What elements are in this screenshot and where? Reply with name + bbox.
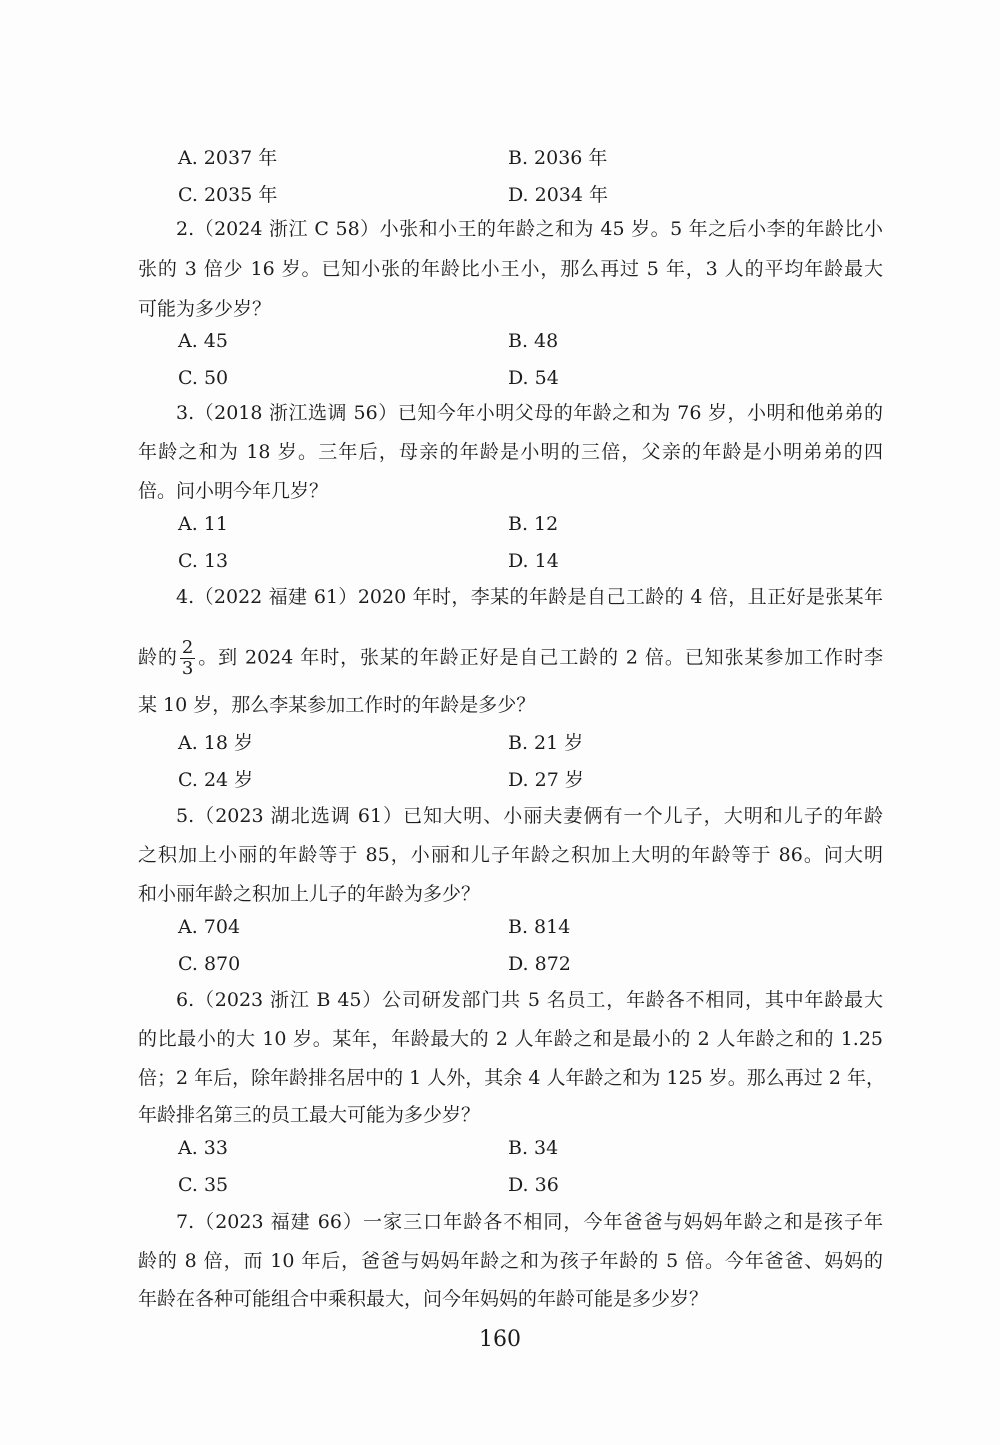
- q2-text-line-2: 张的 3 倍少 16 岁。已知小张的年龄比小王小，那么再过 5 年，3 人的平均年龄最大: [138, 258, 883, 280]
- q6-options: [0, 1136, 1000, 1216]
- q4-text-line-2: [138, 638, 883, 679]
- q5-option-a: A. 704: [178, 916, 241, 938]
- q4-option-b: B. 21 岁: [508, 732, 584, 754]
- q3-text-line-1: 3.（2018 浙江选调 56）已知今年小明父母的年龄之和为 76 岁，小明和他弟弟的: [176, 402, 883, 424]
- q5-options: [0, 915, 1000, 995]
- q2-option-d: D. 54: [508, 367, 559, 389]
- page-number: 160: [479, 1327, 521, 1352]
- q3-option-a: A. 11: [178, 513, 228, 535]
- q6-option-b: B. 34: [508, 1137, 559, 1159]
- q3-options: [0, 512, 1000, 592]
- fraction-numerator: 2: [181, 637, 194, 658]
- q2-text-line-3: 可能为多少岁？: [138, 298, 272, 320]
- q3-text-line-3: 倍。问小明今年几岁？: [138, 480, 329, 502]
- q5-option-c: C. 870: [178, 953, 241, 975]
- q2-text-line-1: 2.（2024 浙江 C 58）小张和小王的年龄之和为 45 岁。5 年之后小李的年龄比小: [176, 218, 883, 240]
- q5-text-line-3: 和小丽年龄之积加上儿子的年龄为多少？: [138, 883, 481, 905]
- q7-text-line-2: 龄的 8 倍，而 10 年后，爸爸与妈妈年龄之和为孩子年龄的 5 倍。今年爸爸、妈妈的: [138, 1250, 883, 1272]
- q5-text-line-2: 之积加上小丽的年龄等于 85，小丽和儿子年龄之积加上大明的年龄等于 86。问大明: [138, 844, 883, 866]
- q5-option-d: D. 872: [508, 953, 571, 975]
- q7-text-line-3: 年龄在各种可能组合中乘积最大，问今年妈妈的年龄可能是多少岁？: [138, 1288, 709, 1310]
- q4-text-line-1: 4.（2022 福建 61）2020 年时，李某的年龄是自己工龄的 4 倍，且正好是张某年: [176, 586, 883, 608]
- q3-option-d: D. 14: [508, 550, 559, 572]
- fraction-two-thirds: [180, 638, 195, 679]
- q4-text-line-3: 某 10 岁，那么李某参加工作时的年龄是多少？: [138, 694, 536, 716]
- q6-option-a: A. 33: [178, 1137, 228, 1159]
- q3-option-b: B. 12: [508, 513, 559, 535]
- q1-option-b: B. 2036 年: [508, 147, 608, 169]
- q1-options: [0, 146, 1000, 226]
- q2-option-b: B. 48: [508, 330, 559, 352]
- q3-option-c: C. 13: [178, 550, 229, 572]
- q2-option-a: A. 45: [178, 330, 228, 352]
- q5-option-b: B. 814: [508, 916, 571, 938]
- q1-option-c: C. 2035 年: [178, 184, 278, 206]
- q6-text-line-3: 倍；2 年后，除年龄排名居中的 1 人外，其余 4 人年龄之和为 125 岁。那么再过 2 年，: [138, 1067, 885, 1089]
- q7-text-line-1: 7.（2023 福建 66）一家三口年龄各不相同，今年爸爸与妈妈年龄之和是孩子年: [176, 1211, 883, 1233]
- q3-text-line-2: 年龄之和为 18 岁。三年后，母亲的年龄是小明的三倍，父亲的年龄是小明弟弟的四: [138, 441, 883, 463]
- q5-text-line-1: 5.（2023 湖北选调 61）已知大明、小丽夫妻俩有一个儿子，大明和儿子的年龄: [176, 805, 883, 827]
- q6-option-c: C. 35: [178, 1174, 229, 1196]
- q6-option-d: D. 36: [508, 1174, 559, 1196]
- fraction-denominator: 3: [181, 658, 194, 679]
- q4-option-c: C. 24 岁: [178, 769, 254, 791]
- q4-options: [0, 731, 1000, 811]
- q1-option-a: A. 2037 年: [178, 147, 278, 169]
- q4-option-d: D. 27 岁: [508, 769, 584, 791]
- q6-text-line-1: 6.（2023 浙江 B 45）公司研发部门共 5 名员工，年龄各不相同，其中年龄最大: [176, 989, 883, 1011]
- q2-option-c: C. 50: [178, 367, 229, 389]
- q1-option-d: D. 2034 年: [508, 184, 609, 206]
- q4-line-2-before: 龄的: [138, 646, 178, 669]
- q6-text-line-4: 年龄排名第三的员工最大可能为多少岁？: [138, 1104, 481, 1126]
- q4-option-a: A. 18 岁: [178, 732, 254, 754]
- q2-options: [0, 329, 1000, 409]
- q6-text-line-2: 的比最小的大 10 岁。某年，年龄最大的 2 人年龄之和是最小的 2 人年龄之和的 1.25: [138, 1028, 883, 1050]
- q4-line-2-after: 。到 2024 年时，张某的年龄正好是自己工龄的 2 倍。已知张某参加工作时李: [197, 646, 883, 669]
